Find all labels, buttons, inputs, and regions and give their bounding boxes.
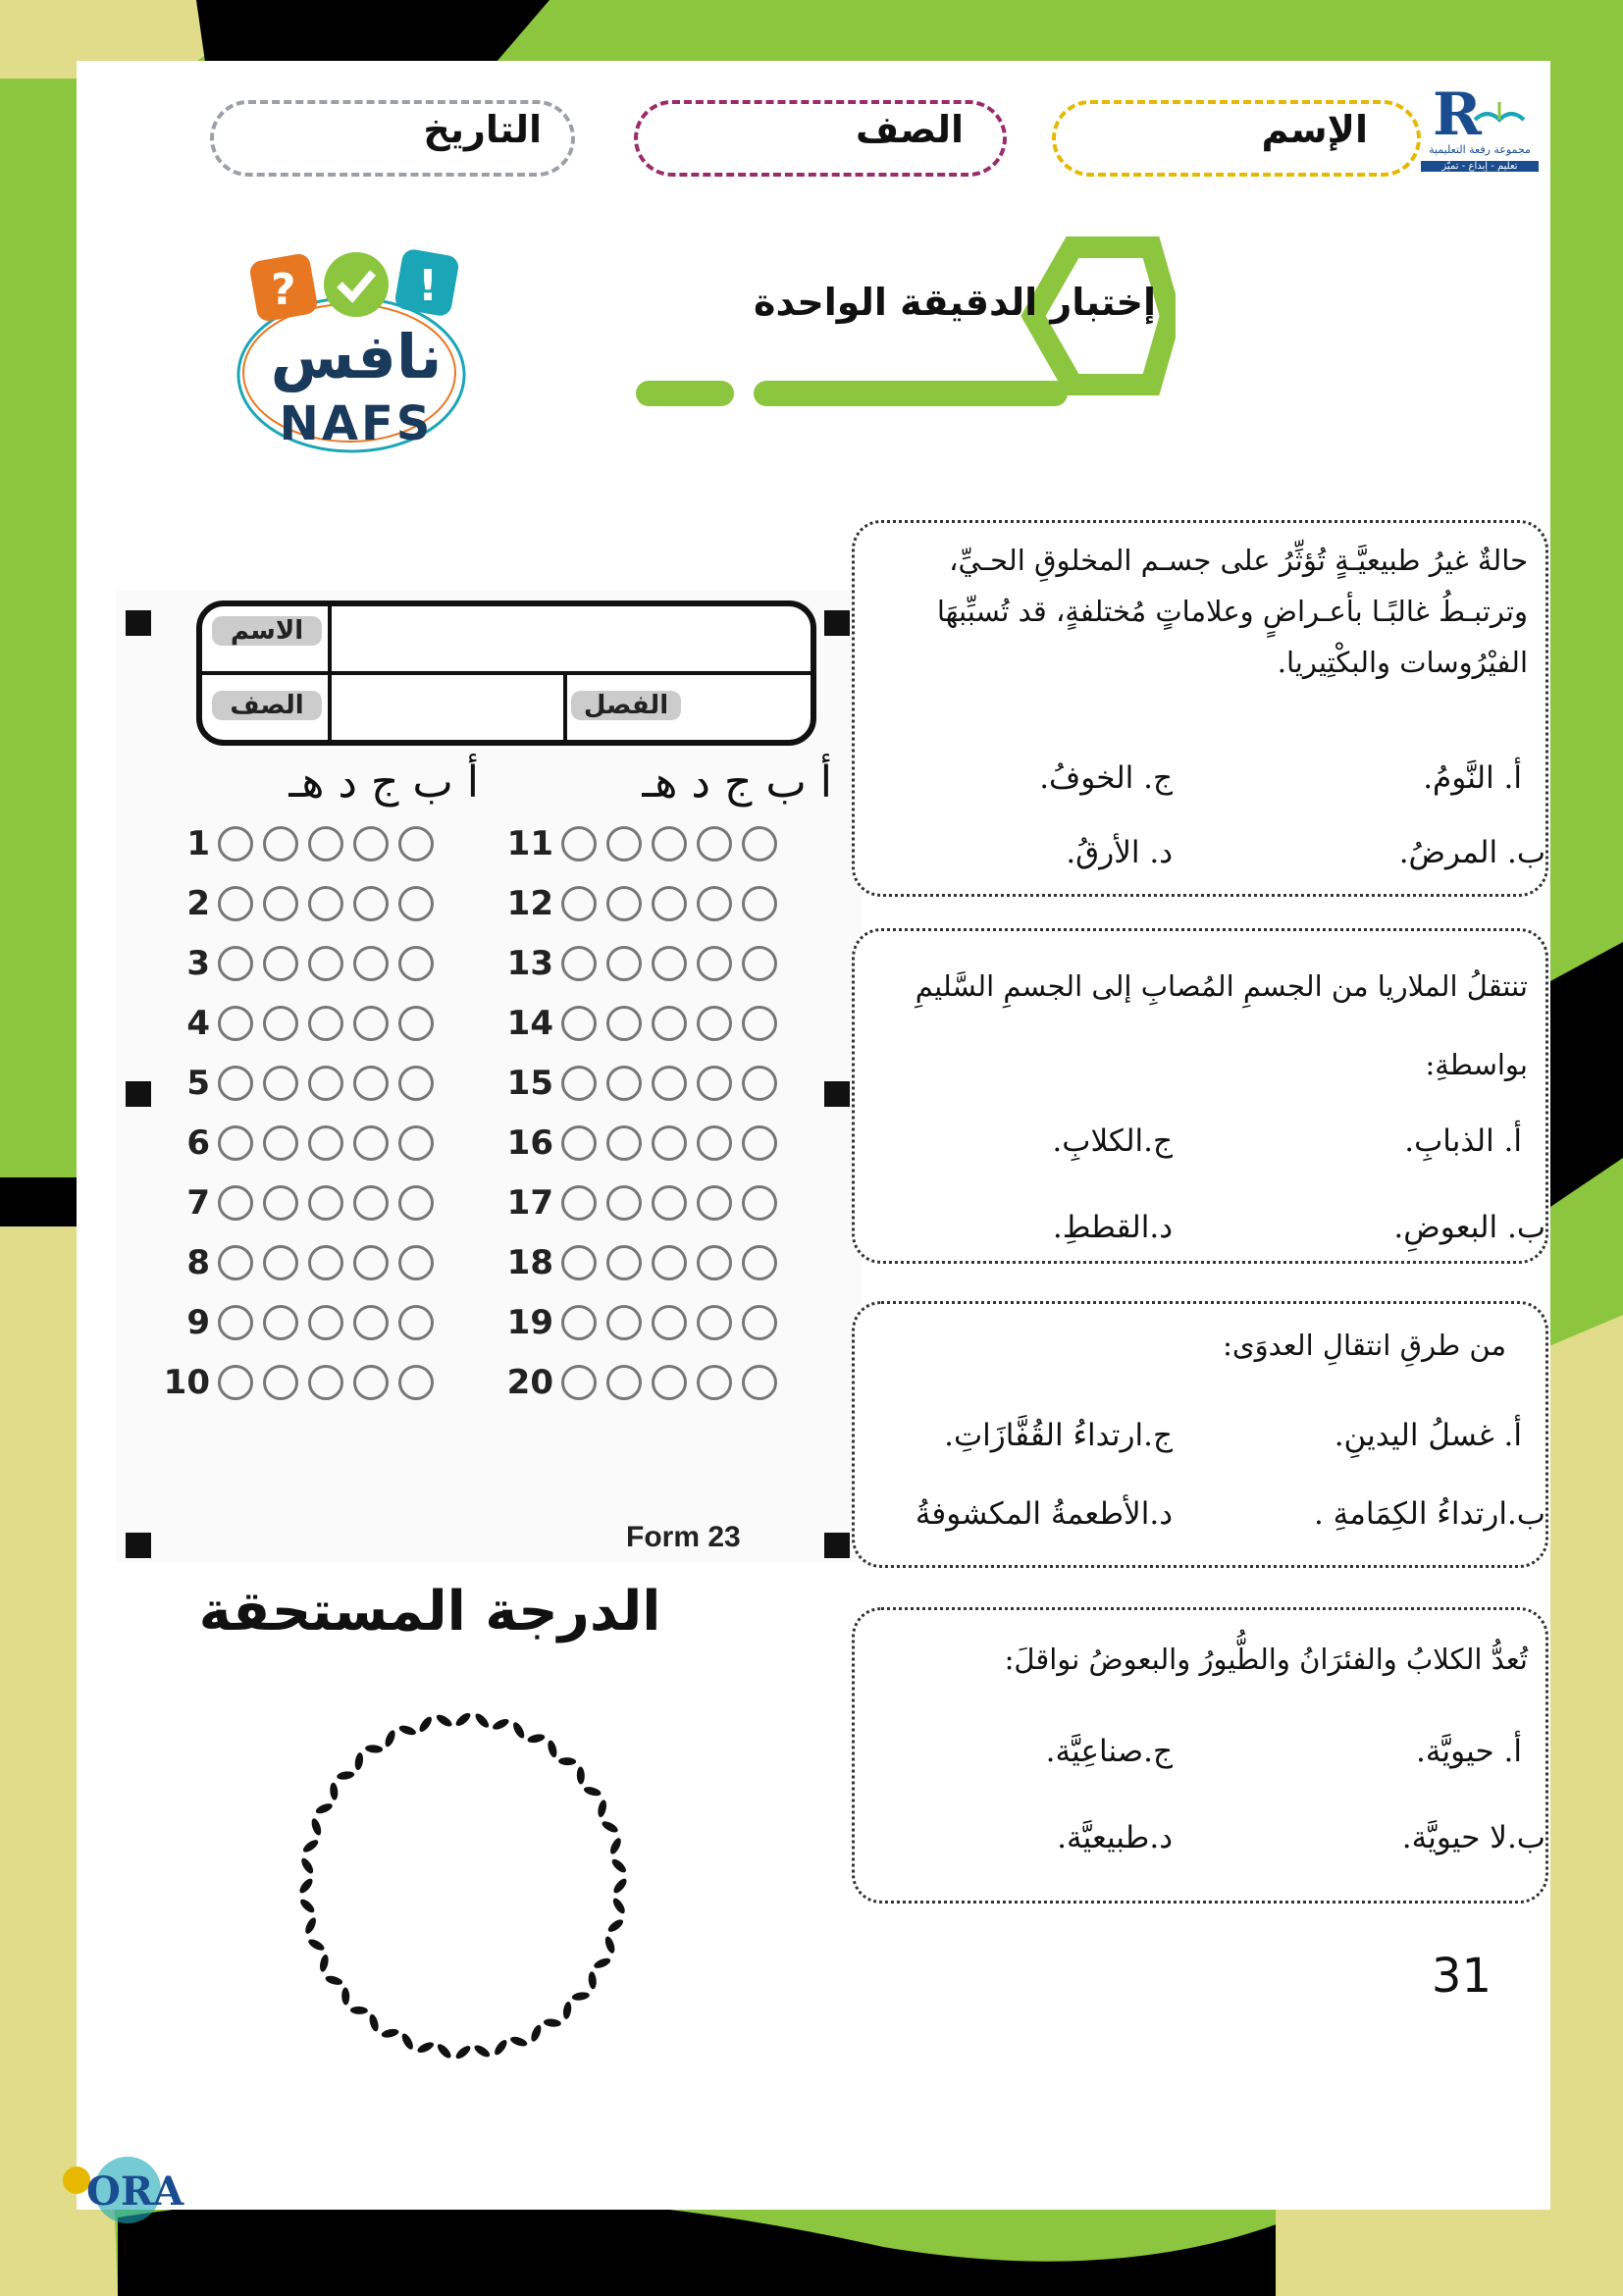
wreath-leaf: [399, 2032, 415, 2052]
grade-wreath[interactable]: [267, 1690, 679, 2102]
book-icon: [1470, 90, 1529, 130]
answer-bubble[interactable]: [308, 1305, 343, 1340]
q1-option-c[interactable]: ج. الخوفُ.: [1039, 760, 1173, 796]
answer-bubble[interactable]: [697, 1125, 732, 1161]
wreath-leaf: [603, 1935, 616, 1955]
row-number: 11: [506, 824, 553, 863]
section-input[interactable]: [689, 679, 807, 740]
wreath-leaf: [511, 1721, 527, 1741]
form-label: [626, 1521, 741, 1554]
answer-bubble[interactable]: [308, 1185, 343, 1221]
wreath-leaf: [473, 1711, 491, 1730]
wreath-leaf: [307, 1937, 327, 1953]
wreath-leaf: [397, 1724, 417, 1737]
wreath-leaf: [365, 1745, 384, 1754]
wreath-leaf: [341, 1987, 349, 2005]
answer-bubble[interactable]: [263, 946, 298, 981]
answer-bubble[interactable]: [263, 1245, 298, 1280]
corner-marker: [126, 1533, 151, 1558]
row-number: 5: [186, 1064, 210, 1103]
answer-bubble[interactable]: [606, 1365, 642, 1400]
answer-bubble[interactable]: [398, 1305, 434, 1340]
answer-bubble[interactable]: [561, 1125, 597, 1161]
answer-bubble[interactable]: [561, 826, 597, 861]
wreath-leaf: [383, 1729, 396, 1748]
page-number: 31: [1431, 1949, 1492, 2004]
answer-bubble[interactable]: [218, 886, 253, 921]
answer-bubble[interactable]: [308, 826, 343, 861]
name-label: الإسم: [1261, 108, 1368, 151]
answer-bubble[interactable]: [606, 1006, 642, 1041]
grade-title: الدرجة المستحقة: [198, 1580, 661, 1644]
answer-bubble[interactable]: [308, 946, 343, 981]
row-number: 19: [506, 1303, 553, 1342]
wreath-leaf: [301, 1838, 320, 1854]
q3-option-d[interactable]: د.الأطعمةُ المكشوفةُ: [915, 1496, 1173, 1532]
row-number: 12: [506, 884, 553, 923]
wreath-leaf: [435, 1712, 453, 1729]
wreath-leaf: [588, 1971, 598, 1990]
wreath-leaf: [529, 2023, 543, 2043]
answer-bubble[interactable]: [218, 1365, 253, 1400]
date-field[interactable]: [210, 100, 575, 177]
answer-bubble[interactable]: [742, 886, 777, 921]
answer-bubble[interactable]: [561, 1365, 597, 1400]
info-class-label: الصف: [212, 691, 322, 720]
row-number: 8: [186, 1243, 210, 1282]
ora-text: ORA: [86, 2168, 184, 2215]
answer-bubble[interactable]: [353, 1125, 389, 1161]
q1-option-a[interactable]: أ. النَّومُ.: [1423, 760, 1522, 796]
q3-option-c[interactable]: ج.ارتداءُ القُفَّازَاتِ.: [944, 1418, 1173, 1453]
wreath-leaf: [611, 1897, 628, 1915]
answer-bubble[interactable]: [742, 1245, 777, 1280]
answer-bubble[interactable]: [742, 1125, 777, 1161]
answer-bubble[interactable]: [742, 1185, 777, 1221]
corner-marker: [824, 1081, 850, 1107]
answer-bubble[interactable]: [742, 1305, 777, 1340]
wreath-leaf: [337, 1770, 355, 1781]
row-number: 10: [163, 1363, 210, 1402]
answer-bubble[interactable]: [742, 1066, 777, 1101]
nafs-latin: NAFS: [279, 396, 434, 451]
wreath-leaf: [303, 1916, 318, 1936]
answer-bubble[interactable]: [263, 1125, 298, 1161]
answer-bubble[interactable]: [561, 1305, 597, 1340]
answer-bubble[interactable]: [606, 1066, 642, 1101]
answer-bubble[interactable]: [398, 946, 434, 981]
q2-option-c[interactable]: ج.الكلابِ.: [1052, 1123, 1173, 1159]
wreath-leaf: [325, 1974, 343, 1986]
answer-bubble[interactable]: [652, 826, 687, 861]
corner-marker: [126, 1081, 151, 1107]
class-input[interactable]: [336, 679, 557, 740]
q2-option-b[interactable]: ب. البعوضِ.: [1393, 1210, 1545, 1245]
row-number: 2: [186, 884, 210, 923]
q4-option-c[interactable]: ج.صناعِيَّة.: [1045, 1734, 1173, 1769]
answer-bubble[interactable]: [398, 826, 434, 861]
answer-bubble[interactable]: [398, 1006, 434, 1041]
question-3-text: من طرقِ انتقالِ العدوَى:: [1223, 1329, 1506, 1362]
answer-bubble[interactable]: [263, 1365, 298, 1400]
svg-text:!: !: [418, 261, 439, 311]
bubble-answer-sheet: [116, 591, 862, 1562]
answer-bubble[interactable]: [606, 946, 642, 981]
answer-bubble[interactable]: [606, 1245, 642, 1280]
wreath-leaf: [608, 1837, 623, 1856]
answer-bubble[interactable]: [308, 1245, 343, 1280]
wreath-leaf: [493, 2038, 509, 2057]
wreath-leaf: [299, 1856, 316, 1875]
answer-bubble[interactable]: [697, 1066, 732, 1101]
answer-bubble[interactable]: [742, 946, 777, 981]
class-label: الصف: [856, 108, 964, 151]
answer-bubble[interactable]: [353, 946, 389, 981]
q4-option-d[interactable]: د.طبيعيَّة.: [1057, 1820, 1173, 1855]
answer-bubble[interactable]: [652, 1245, 687, 1280]
question-3: [852, 1301, 1548, 1568]
answer-bubble[interactable]: [308, 1006, 343, 1041]
wreath-leaf: [310, 1817, 323, 1837]
svg-text:?: ?: [271, 265, 296, 315]
answer-bubble[interactable]: [561, 1245, 597, 1280]
q1-option-b[interactable]: ب. المرضُ.: [1398, 835, 1545, 870]
logo-caption: مجموعة رفعة التعليمية: [1429, 143, 1531, 156]
wreath-leaf: [601, 1819, 620, 1835]
nafs-arabic: نافس: [270, 321, 443, 392]
rifaa-logo: [1421, 80, 1539, 188]
corner-marker: [824, 1533, 850, 1558]
wreath-leaf: [381, 2027, 399, 2039]
answer-bubble[interactable]: [606, 1125, 642, 1161]
answer-bubble[interactable]: [218, 1185, 253, 1221]
wreath-leaf: [350, 2007, 368, 2014]
wreath-leaf: [454, 2044, 473, 2061]
answer-bubble[interactable]: [353, 1365, 389, 1400]
row-number: 15: [506, 1064, 553, 1103]
wreath-leaves: [297, 1711, 629, 2061]
answer-bubble[interactable]: [218, 946, 253, 981]
wreath-leaf: [606, 1917, 625, 1934]
choice-letters-right: أ ب ج د هـ: [642, 757, 832, 808]
wreath-leaf: [314, 1801, 334, 1815]
answer-bubble[interactable]: [697, 1365, 732, 1400]
wreath-leaf: [583, 1785, 602, 1797]
answer-bubble[interactable]: [561, 946, 597, 981]
date-label: التاريخ: [423, 108, 542, 151]
row-number: 6: [186, 1123, 210, 1163]
answer-bubble[interactable]: [697, 1185, 732, 1221]
wreath-leaf: [547, 1740, 558, 1758]
wreath-leaf: [593, 1957, 612, 1970]
wreath-leaf: [544, 2018, 562, 2028]
question-4-text: تُعدُّ الكلابُ والفئرَانُ والطُّيورُ والبعوضُ نواقلَ:: [1004, 1643, 1528, 1676]
q2-option-d[interactable]: د.القططِ.: [1052, 1210, 1173, 1245]
answer-bubble[interactable]: [398, 886, 434, 921]
question-2-text: تنتقلُ الملاريا من الجسمِ المُصابِ إلى الجسمِ السَّليمِ بواسطةِ:: [915, 969, 1528, 1081]
ora-logo: [57, 2151, 184, 2229]
wreath-leaf: [509, 2035, 529, 2048]
answer-bubble[interactable]: [606, 1185, 642, 1221]
class-field[interactable]: [634, 100, 1007, 177]
answer-bubble[interactable]: [697, 1006, 732, 1041]
wreath-leaf: [416, 2040, 436, 2055]
nafs-logo: [224, 228, 479, 483]
answer-bubble[interactable]: [263, 886, 298, 921]
form-text: Form 23: [626, 1521, 741, 1553]
q2-option-a[interactable]: أ. الذبابِ.: [1404, 1123, 1522, 1159]
wreath-leaf: [368, 2013, 380, 2032]
corner-marker: [824, 610, 850, 636]
info-name-label: الاسم: [212, 616, 322, 646]
wreath-leaf: [417, 1715, 434, 1734]
logo-tagline: تعليم - إبداع - تميّز: [1421, 161, 1539, 172]
row-number: 20: [506, 1363, 553, 1402]
wreath-leaf: [597, 1800, 608, 1818]
row-number: 9: [186, 1303, 210, 1342]
answer-bubble[interactable]: [263, 1066, 298, 1101]
answer-bubble[interactable]: [398, 1245, 434, 1280]
answer-bubble[interactable]: [353, 1185, 389, 1221]
question-1-text: حالةٌ غيرُ طبيعيَّـةٍ تُؤثِّرُ على جسـم المخلوقِ الحـيِّ، وترتبـطُ غالبًـا بأعـراضٍ وعلاماتٍ مُختلفةٍ، قد تُسبِّبهَا الفيْرُوسات والبكْتِيريا.: [936, 544, 1528, 679]
answer-bubble[interactable]: [652, 1066, 687, 1101]
q4-option-b[interactable]: ب.لا حيويَّة.: [1401, 1820, 1545, 1855]
corner-marker: [126, 610, 151, 636]
wreath-leaf: [473, 2043, 492, 2060]
answer-bubble[interactable]: [652, 1006, 687, 1041]
answer-bubble[interactable]: [398, 1185, 434, 1221]
answer-bubble[interactable]: [398, 1066, 434, 1101]
q3-option-b[interactable]: ب.ارتداءُ الكِمَامةِ .: [1313, 1496, 1545, 1532]
answer-bubble[interactable]: [697, 1245, 732, 1280]
q4-option-a[interactable]: أ. حيويَّة.: [1416, 1734, 1522, 1769]
info-section-label: الفصل: [571, 691, 681, 720]
answer-bubble[interactable]: [353, 886, 389, 921]
row-number: 18: [506, 1243, 553, 1282]
answer-bubble[interactable]: [353, 1245, 389, 1280]
wreath-leaf: [562, 2001, 573, 2019]
q1-option-d[interactable]: د. الأرقُ.: [1066, 835, 1173, 870]
answer-bubble[interactable]: [652, 886, 687, 921]
answer-bubble[interactable]: [263, 1006, 298, 1041]
wreath-leaf: [318, 1954, 330, 1972]
answer-bubble[interactable]: [652, 1365, 687, 1400]
answer-bubble[interactable]: [652, 1125, 687, 1161]
wreath-leaf: [354, 1752, 365, 1771]
wreath-leaf: [558, 1757, 576, 1765]
answer-bubble[interactable]: [652, 946, 687, 981]
answer-bubble[interactable]: [561, 1185, 597, 1221]
answer-bubble[interactable]: [218, 826, 253, 861]
choice-letters-left: أ ب ج د هـ: [288, 757, 479, 808]
wreath-leaf: [491, 1717, 510, 1732]
row-number: 17: [506, 1183, 553, 1223]
question-1: [852, 520, 1548, 897]
answer-bubble[interactable]: [218, 1245, 253, 1280]
row-number: 7: [186, 1183, 210, 1223]
wreath-leaf: [298, 1897, 317, 1914]
row-number: 3: [186, 944, 210, 983]
question-2: [852, 928, 1548, 1264]
name-input[interactable]: [336, 612, 807, 665]
row-number: 16: [506, 1123, 553, 1163]
answer-bubble[interactable]: [263, 1305, 298, 1340]
answer-bubble[interactable]: [561, 1066, 597, 1101]
answer-bubble[interactable]: [263, 826, 298, 861]
worksheet-page: [77, 61, 1550, 2210]
logo-letter: R: [1433, 80, 1482, 149]
answer-bubble[interactable]: [742, 826, 777, 861]
answer-bubble[interactable]: [218, 1305, 253, 1340]
name-field[interactable]: [1052, 100, 1421, 177]
page-title: إختبار الدقيقة الواحدة: [754, 281, 1156, 324]
wreath-leaf: [527, 1733, 546, 1745]
answer-bubble[interactable]: [308, 1066, 343, 1101]
answer-bubble[interactable]: [606, 1305, 642, 1340]
q3-option-a[interactable]: أ. غسلُ اليدينِ.: [1334, 1418, 1522, 1453]
wreath-leaf: [436, 2042, 453, 2061]
answer-bubble[interactable]: [398, 1365, 434, 1400]
answer-bubble[interactable]: [218, 1125, 253, 1161]
answer-bubble[interactable]: [561, 1006, 597, 1041]
answer-bubble[interactable]: [218, 1066, 253, 1101]
row-number: 13: [506, 944, 553, 983]
wreath-leaf: [571, 1991, 590, 2002]
row-number: 1: [186, 824, 210, 863]
wreath-leaf: [297, 1877, 315, 1896]
answer-bubble[interactable]: [353, 1006, 389, 1041]
answer-bubble[interactable]: [697, 946, 732, 981]
answer-bubble[interactable]: [353, 826, 389, 861]
answer-bubble[interactable]: [606, 826, 642, 861]
wreath-leaf: [454, 1711, 473, 1729]
row-number: 14: [506, 1004, 553, 1043]
answer-bubble[interactable]: [263, 1185, 298, 1221]
answer-bubble[interactable]: [742, 1006, 777, 1041]
answer-bubble[interactable]: [652, 1305, 687, 1340]
answer-bubble[interactable]: [398, 1125, 434, 1161]
wreath-leaf: [611, 1877, 629, 1896]
answer-bubble[interactable]: [308, 1365, 343, 1400]
row-number: 4: [186, 1004, 210, 1043]
answer-bubble[interactable]: [606, 886, 642, 921]
wreath-leaf: [609, 1857, 628, 1875]
answer-bubble[interactable]: [652, 1185, 687, 1221]
answer-bubble[interactable]: [742, 1365, 777, 1400]
answer-bubble[interactable]: [308, 1125, 343, 1161]
answer-bubble[interactable]: [697, 886, 732, 921]
wreath-leaf: [577, 1766, 585, 1784]
answer-bubble[interactable]: [308, 886, 343, 921]
answer-bubble[interactable]: [697, 1305, 732, 1340]
answer-bubble[interactable]: [218, 1006, 253, 1041]
question-4: [852, 1607, 1548, 1904]
answer-bubble[interactable]: [353, 1066, 389, 1101]
student-info-box: [196, 600, 816, 746]
answer-bubble[interactable]: [353, 1305, 389, 1340]
answer-bubble[interactable]: [561, 886, 597, 921]
wreath-leaf: [329, 1782, 339, 1800]
answer-bubble[interactable]: [697, 826, 732, 861]
